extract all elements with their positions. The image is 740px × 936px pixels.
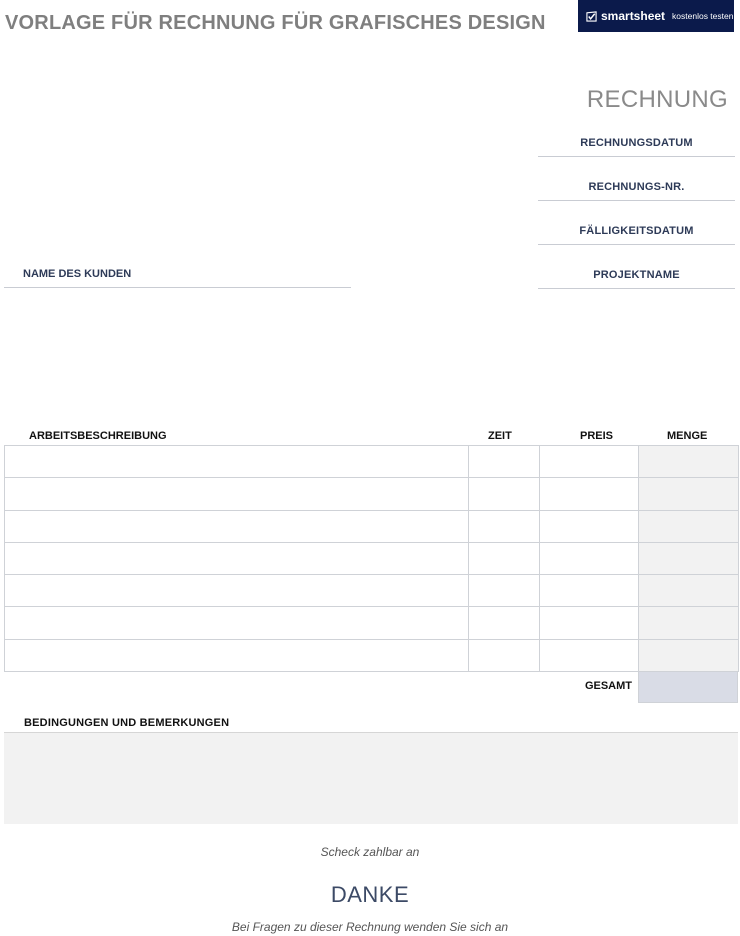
table-row <box>5 510 739 542</box>
price-cell[interactable] <box>540 639 639 671</box>
table-row <box>5 575 739 607</box>
line-items-table <box>4 445 739 672</box>
quantity-cell[interactable] <box>639 607 739 639</box>
description-cell[interactable] <box>5 575 469 607</box>
price-cell[interactable] <box>540 542 639 574</box>
quantity-cell[interactable] <box>639 510 739 542</box>
price-cell[interactable] <box>540 607 639 639</box>
due-date-field[interactable]: FÄLLIGKEITSDATUM <box>538 225 735 245</box>
check-payable-text: Scheck zahlbar an <box>320 845 420 859</box>
column-header-quantity: MENGE <box>667 430 708 442</box>
time-cell[interactable] <box>469 542 540 574</box>
questions-contact-text: Bei Fragen zu dieser Rechnung wenden Sie sich an <box>231 920 509 934</box>
terms-notes-field[interactable] <box>4 732 738 824</box>
total-value-cell[interactable] <box>638 671 738 703</box>
time-cell[interactable] <box>469 607 540 639</box>
price-cell[interactable] <box>540 446 639 478</box>
page-title: VORLAGE FÜR RECHNUNG FÜR GRAFISCHES DESIGN <box>5 12 546 34</box>
quantity-cell[interactable] <box>639 575 739 607</box>
brand-name: smartsheet <box>601 9 666 23</box>
price-cell[interactable] <box>540 575 639 607</box>
table-row <box>5 607 739 639</box>
quantity-cell[interactable] <box>639 542 739 574</box>
price-cell[interactable] <box>540 478 639 510</box>
table-row <box>5 478 739 510</box>
smartsheet-logo-icon <box>586 11 597 22</box>
invoice-title: RECHNUNG <box>586 86 728 113</box>
table-row <box>5 639 739 671</box>
quantity-cell[interactable] <box>639 446 739 478</box>
description-cell[interactable] <box>5 639 469 671</box>
smartsheet-trial-button[interactable] <box>578 0 734 32</box>
table-row <box>5 446 739 478</box>
terms-label: BEDINGUNGEN UND BEMERKUNGEN <box>24 717 230 729</box>
brand-cta: kostenlos testen <box>672 11 734 21</box>
column-header-price: PREIS <box>580 430 614 442</box>
time-cell[interactable] <box>469 478 540 510</box>
description-cell[interactable] <box>5 542 469 574</box>
total-label: GESAMT <box>584 680 632 692</box>
time-cell[interactable] <box>469 510 540 542</box>
quantity-cell[interactable] <box>639 478 739 510</box>
time-cell[interactable] <box>469 446 540 478</box>
table-row <box>5 542 739 574</box>
customer-name-field[interactable]: NAME DES KUNDEN <box>4 268 351 288</box>
invoice-date-field[interactable]: RECHNUNGSDATUM <box>538 137 735 157</box>
description-cell[interactable] <box>5 478 469 510</box>
column-header-time: ZEIT <box>488 430 512 442</box>
description-cell[interactable] <box>5 510 469 542</box>
description-cell[interactable] <box>5 607 469 639</box>
project-name-field[interactable]: PROJEKTNAME <box>538 269 735 289</box>
quantity-cell[interactable] <box>639 639 739 671</box>
price-cell[interactable] <box>540 510 639 542</box>
time-cell[interactable] <box>469 575 540 607</box>
column-header-description: ARBEITSBESCHREIBUNG <box>29 430 167 442</box>
thank-you-text: DANKE <box>330 882 410 907</box>
description-cell[interactable] <box>5 446 469 478</box>
time-cell[interactable] <box>469 639 540 671</box>
invoice-number-field[interactable]: RECHNUNGS-NR. <box>538 181 735 201</box>
